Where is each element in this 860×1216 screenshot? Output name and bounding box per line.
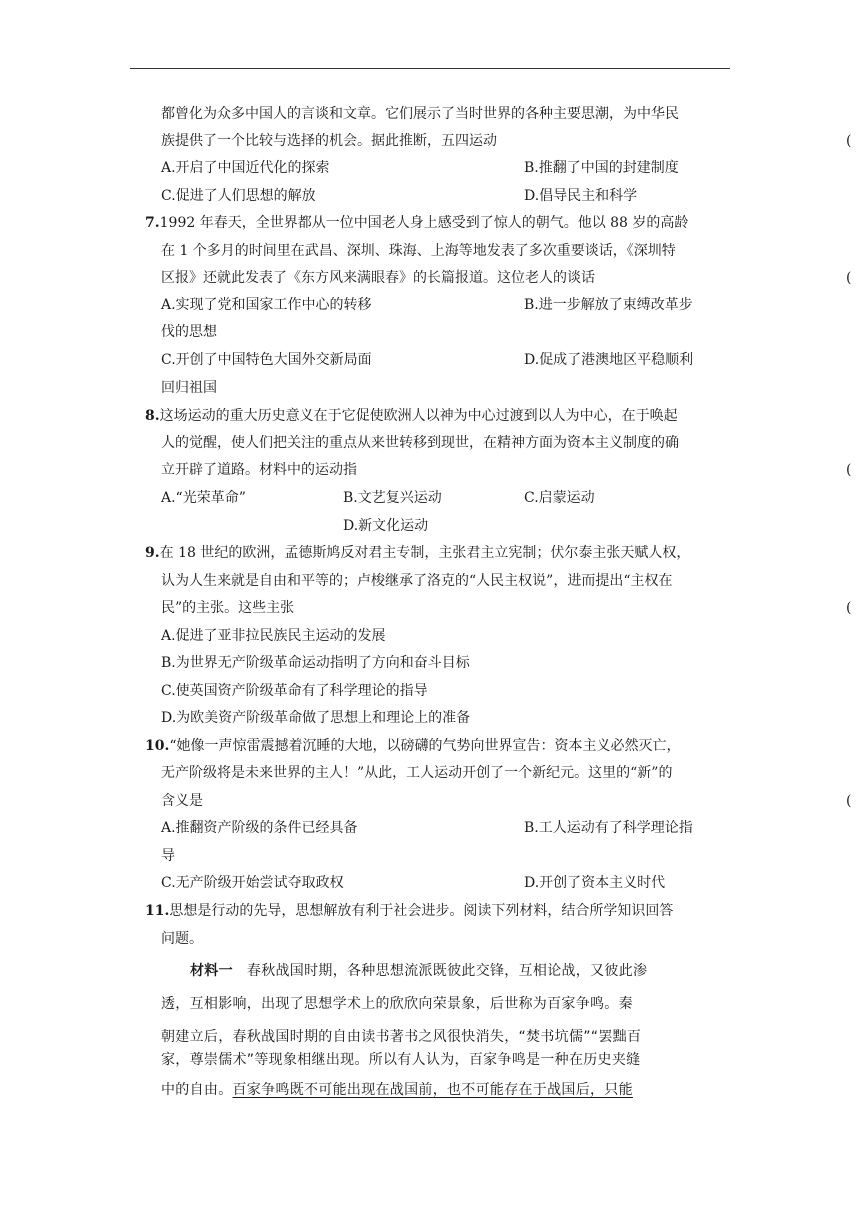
material-1-line-3: 朝建立后，春秋战国时期的自由读书著书之风很快消失，“焚书坑儒”“罢黜百 [161,1029,642,1045]
q8-option-d: D.新文化运动 [343,518,429,534]
answer-paren-q7: ( [846,270,852,286]
q10-option-b-cont: 导 [161,848,175,864]
q11-stem-text-1: 思想是行动的先导，思想解放有利于社会进步。阅读下列材料，结合所学知识回答 [169,903,674,919]
answer-paren-q10: ( [846,793,852,809]
header-rule [130,68,730,69]
answer-paren-q6: ( [846,133,852,149]
q9-option-d: D.为欧美资产阶级革命做了思想上和理论上的准备 [161,710,471,726]
q9-option-c: C.使英国资产阶级革命有了科学理论的指导 [161,683,428,699]
q6-option-b: B.推翻了中国的封建制度 [524,160,679,176]
q10-option-c: C.无产阶级开始尝试夺取政权 [161,875,344,891]
q9-option-a: A.促进了亚非拉民族民主运动的发展 [161,628,386,644]
q6-option-d: D.倡导民主和科学 [524,188,638,204]
q7-number: 7. [145,215,160,231]
q8-option-a: A.“光荣革命” [161,490,246,506]
q7-option-c: C.开创了中国特色大国外交新局面 [161,352,372,368]
q9-number: 9. [145,545,160,561]
q8-stem-line-3: 立开辟了道路。材料中的运动指 [161,462,357,478]
q10-stem-line-3: 含义是 [161,793,203,809]
q8-number: 8. [145,408,160,424]
q7-option-a: A.实现了党和国家工作中心的转移 [161,297,372,313]
answer-paren-q9: ( [846,600,852,616]
q10-stem-line-2: 无产阶级将是未来世界的主人！”从此，工人运动开创了一个新纪元。这里的“新”的 [161,765,673,781]
material-1-line-2: 透，互相影响，出现了思想学术上的欣欣向荣景象，后世称为百家争鸣。秦 [161,996,633,1012]
q11-number: 11. [145,903,170,919]
q7-stem-line-1 [145,213,688,233]
answer-paren-q8: ( [846,462,852,478]
q9-stem-line-3: 民”的主张。这些主张 [161,600,295,616]
q7-option-b-cont: 伐的思想 [161,324,217,340]
q9-stem-text-1: 在 18 世纪的欧洲，孟德斯鸠反对君主专制，主张君主立宪制；伏尔泰主张天赋人权， [159,545,691,561]
material-1-label: 材料一 [190,963,233,979]
q10-number: 10. [145,738,170,754]
q11-stem-line-2: 问题。 [161,931,203,947]
q11-stem-line-1 [145,901,673,921]
q8-option-b: B.文艺复兴运动 [343,490,442,506]
q8-option-c: C.启蒙运动 [524,490,595,506]
q7-stem-text-1: 1992 年春天，全世界都从一位中国老人身上感受到了惊人的朝气。他以 88 岁的高龄 [159,215,689,231]
q10-stem-text-1: “她像一声惊雷震撼着沉睡的大地，以磅礴的气势向世界宣告：资本主义必然灭亡， [169,738,681,754]
material-1-text-1: 春秋战国时期，各种思想流派既彼此交锋，互相论战，又彼此渗 [246,963,648,979]
material-1-line-4: 家，尊崇儒术”等现象相继出现。所以有人认为，百家争鸣是一种在历史夹缝 [161,1052,641,1068]
q9-stem-line-2: 认为人生来就是自由和平等的；卢梭继承了洛克的“人民主权说”，进而提出“主权在 [161,573,673,589]
q6-option-a: A.开启了中国近代化的探索 [161,160,330,176]
q8-stem-line-2: 人的觉醒，使人们把关注的重点从来世转移到现世，在精神方面为资本主义制度的确 [161,435,679,451]
material-1-underlined-text: 百家争鸣既不可能出现在战国前，也不可能存在于战国后，只能 [232,1082,633,1098]
q9-option-b: B.为世界无产阶级革命运动指明了方向和奋斗目标 [161,655,470,671]
q7-option-d: D.促成了港澳地区平稳顺利 [524,352,694,368]
q6-stem-line-2: 族提供了一个比较与选择的机会。据此推断，五四运动 [161,133,497,149]
q7-option-d-cont: 回归祖国 [161,380,217,396]
material-1-text-5-plain: 中的自由。 [161,1082,233,1098]
q8-stem-line-1 [145,406,678,426]
q7-option-b: B.进一步解放了束缚改革步 [524,297,693,313]
q10-stem-line-1 [145,736,681,756]
q8-stem-text-1: 这场运动的重大历史意义在于它促使欧洲人以神为中心过渡到以人为中心，在于唤起 [159,408,678,424]
material-1-line-1 [190,961,647,981]
q10-option-a: A.推翻资产阶级的条件已经具备 [161,820,358,836]
q9-stem-line-1 [145,543,690,563]
q7-stem-line-3: 区报》还就此发表了《东方风来满眼春》的长篇报道。这位老人的谈话 [161,270,595,286]
q7-stem-line-2: 在 1 个多月的时间里在武昌、深圳、珠海、上海等地发表了多次重要谈话，《深圳特 [161,243,676,259]
q10-option-d: D.开创了资本主义时代 [524,875,666,891]
q6-option-c: C.促进了人们思想的解放 [161,188,316,204]
material-1-line-5 [161,1080,633,1100]
q6-stem-line-1: 都曾化为众多中国人的言谈和文章。它们展示了当时世界的各种主要思潮，为中华民 [161,106,679,122]
q10-option-b: B.工人运动有了科学理论指 [524,820,693,836]
